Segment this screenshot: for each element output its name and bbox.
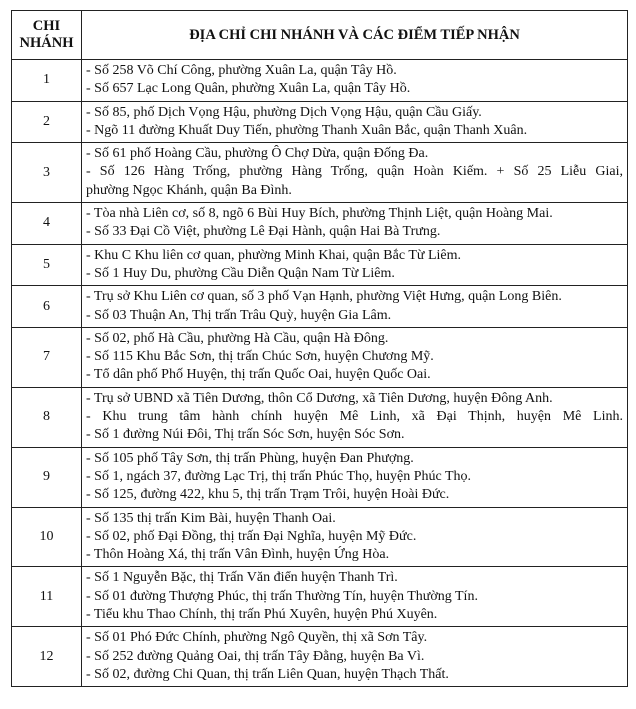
branch-number: 11	[12, 567, 82, 627]
table-row	[12, 60, 628, 102]
address-line: - Số 1 Nguyễn Bặc, thị Trấn Văn điển huyện Thanh Trì.	[86, 570, 398, 586]
table-row	[12, 327, 628, 387]
address-line: - Số 258 Võ Chí Công, phường Xuân La, quận Tây Hồ.	[86, 63, 397, 78]
branch-number: 6	[12, 286, 82, 328]
branch-addresses	[82, 244, 628, 286]
branch-number: 4	[12, 203, 82, 245]
address-line: - Số 657 Lạc Long Quân, phường Xuân La, quận Tây Hồ.	[86, 81, 411, 97]
table-row	[12, 627, 628, 687]
address-line: - Số 115 Khu Bắc Sơn, thị trấn Chúc Sơn, huyện Chương Mỹ.	[86, 349, 434, 365]
address-line: - Số 01 Phó Đức Chính, phường Ngô Quyền, thị xã Sơn Tây.	[86, 630, 428, 646]
address-line: - Khu trung tâm hành chính huyện Mê Linh, xã Đại Thịnh, huyện Mê Linh.	[86, 409, 623, 425]
branch-addresses	[82, 627, 628, 687]
branch-address-document	[11, 10, 627, 687]
table-row	[12, 244, 628, 286]
table-row	[12, 387, 628, 447]
branch-address-table	[11, 10, 628, 687]
address-line: - Ngõ 11 đường Khuất Duy Tiến, phường Thanh Xuân Bắc, quận Thanh Xuân.	[86, 122, 528, 138]
branch-addresses	[82, 203, 628, 245]
table-row	[12, 567, 628, 627]
address-line: - Số 1 Huy Du, phường Cầu Diễn Quận Nam Từ Liêm.	[86, 265, 395, 281]
branch-header-line1: CHI	[32, 18, 61, 34]
branch-number: 8	[12, 387, 82, 447]
branch-addresses	[82, 143, 628, 203]
address-line: - Số 03 Thuận An, Thị trấn Trâu Quỳ, huyện Gia Lâm.	[86, 307, 392, 323]
address-line: - Số 85, phố Dịch Vọng Hậu, phường Dịch Vọng Hậu, quận Cầu Giấy.	[86, 104, 482, 120]
table-row	[12, 143, 628, 203]
branch-number: 5	[12, 244, 82, 286]
address-line: - Tòa nhà Liên cơ, số 8, ngõ 6 Bùi Huy Bích, phường Thịnh Liệt, quận Hoàng Mai.	[86, 206, 553, 222]
address-line: - Số 1, ngách 37, đường Lạc Trị, thị trấn Phúc Thọ, huyện Phúc Thọ.	[86, 468, 472, 484]
address-line: - Khu C Khu liên cơ quan, phường Minh Khai, quận Bắc Từ Liêm.	[86, 247, 461, 263]
table-row	[12, 101, 628, 143]
address-line: - Số 61 phố Hoàng Cầu, phường Ô Chợ Dừa, quận Đống Đa.	[86, 146, 429, 162]
address-line: phường Ngọc Khánh, quận Ba Đình.	[86, 182, 292, 198]
table-row	[12, 447, 628, 507]
branch-column-header	[12, 11, 82, 60]
branch-addresses	[82, 327, 628, 387]
address-line: - Số 02, đường Chi Quan, thị trấn Liên Quan, huyện Thạch Thất.	[86, 666, 449, 682]
branch-number: 12	[12, 627, 82, 687]
address-line: - Số 02, phố Đại Đồng, thị trấn Đại Nghĩa, huyện Mỹ Đức.	[86, 528, 417, 544]
address-line: - Trụ sở UBND xã Tiên Dương, thôn Cổ Dương, xã Tiên Dương, huyện Đông Anh.	[86, 390, 553, 406]
branch-addresses	[82, 387, 628, 447]
address-line: - Số 252 đường Quảng Oai, thị trấn Tây Đằng, huyện Ba Vì.	[86, 648, 425, 664]
address-column-header: ĐỊA CHỈ CHI NHÁNH VÀ CÁC ĐIỂM TIẾP NHẬN	[82, 11, 628, 60]
table-header-row	[12, 11, 628, 60]
address-line: - Thôn Hoàng Xá, thị trấn Vân Đình, huyện Ứng Hòa.	[86, 547, 390, 563]
address-line: - Tiểu khu Thao Chính, thị trấn Phú Xuyên, huyện Phú Xuyên.	[86, 607, 438, 623]
branch-addresses	[82, 286, 628, 328]
address-line: - Số 01 đường Thượng Phúc, thị trấn Thường Tín, huyện Thường Tín.	[86, 588, 478, 604]
address-line: - Số 1 đường Núi Đôi, Thị trấn Sóc Sơn, huyện Sóc Sơn.	[86, 427, 405, 443]
branch-addresses	[82, 567, 628, 627]
branch-addresses	[82, 60, 628, 102]
address-line: - Tổ dân phố Phố Huyện, thị trấn Quốc Oai, huyện Quốc Oai.	[86, 367, 431, 383]
address-line: - Số 02, phố Hà Cầu, phường Hà Cầu, quận Hà Đông.	[86, 330, 389, 346]
branch-header-line2: NHÁNH	[19, 35, 74, 51]
branch-number: 9	[12, 447, 82, 507]
address-line: - Số 125, đường 422, khu 5, thị trấn Trạm Trôi, huyện Hoài Đức.	[86, 487, 450, 503]
address-line: - Trụ sở Khu Liên cơ quan, số 3 phố Vạn Hạnh, phường Việt Hưng, quận Long Biên.	[86, 289, 562, 305]
address-line: - Số 33 Đại Cồ Việt, phường Lê Đại Hành, quận Hai Bà Trưng.	[86, 224, 441, 240]
branch-number: 1	[12, 60, 82, 102]
address-line: - Số 135 thị trấn Kim Bài, huyện Thanh Oai.	[86, 510, 336, 526]
table-row	[12, 203, 628, 245]
branch-number: 3	[12, 143, 82, 203]
branch-number: 2	[12, 101, 82, 143]
address-line: - Số 126 Hàng Trống, phường Hàng Trống, quận Hoàn Kiếm. + Số 25 Liễu Giai,	[86, 164, 623, 180]
table-row	[12, 286, 628, 328]
branch-addresses	[82, 507, 628, 567]
table-row	[12, 507, 628, 567]
address-line: - Số 105 phố Tây Sơn, thị trấn Phùng, huyện Đan Phượng.	[86, 450, 414, 466]
branch-addresses	[82, 101, 628, 143]
branch-addresses	[82, 447, 628, 507]
branch-number: 7	[12, 327, 82, 387]
branch-number: 10	[12, 507, 82, 567]
